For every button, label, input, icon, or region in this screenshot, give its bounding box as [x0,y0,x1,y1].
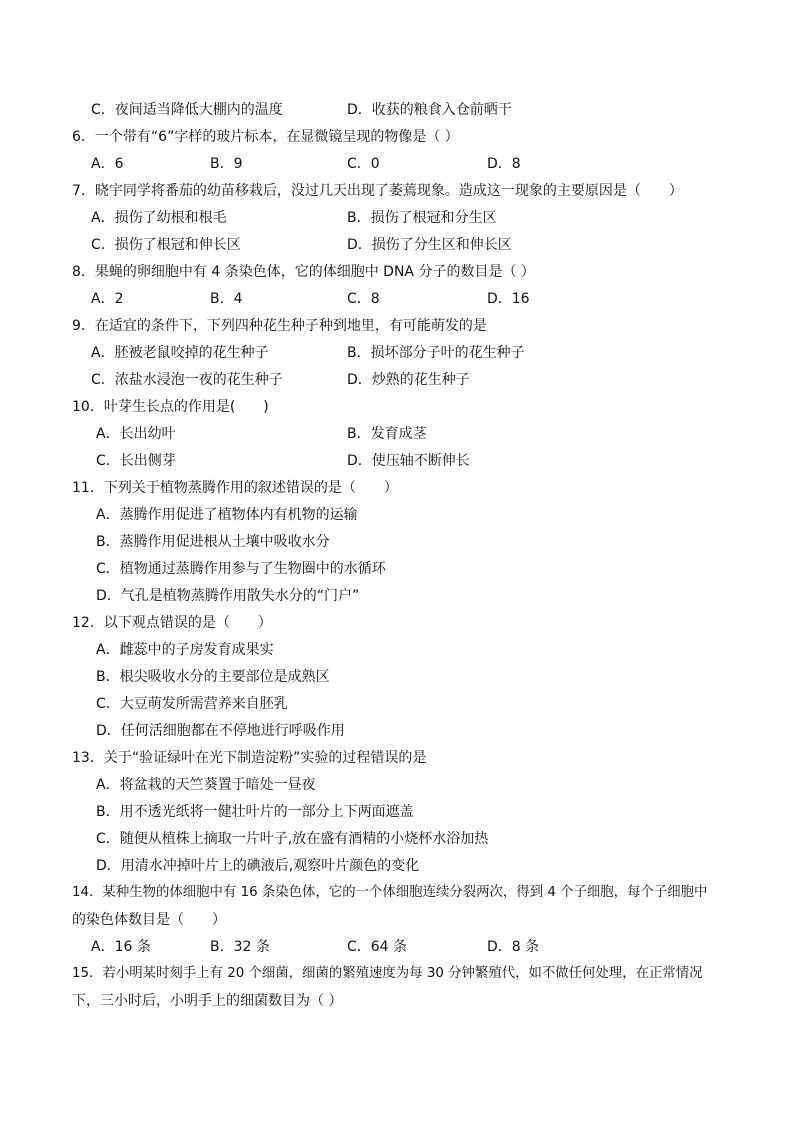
q13-option-a: A．将盆栽的天竺葵置于暗处一昼夜 [96,777,316,793]
q10-option-d: D．使压轴不断伸长 [347,453,470,469]
q15-stem-line-1: 15．若小明某时刻手上有 20 个细菌，细菌的繁殖速度为每 30 分钟繁殖代，如不做任何处理，在正常情况 [72,966,703,981]
q5-option-d: D．收获的粮食入仓前晒干 [347,102,512,118]
q14-stem-line-1: 14．某种生物的体细胞中有 16 条染色体，它的一个体细胞连续分裂两次，得到 4 个子细胞，每个子细胞中 [72,885,708,900]
q5-option-c: C．夜间适当降低大棚内的温度 [91,102,283,118]
q13-stem: 13．关于“验证绿叶在光下制造淀粉”实验的过程错误的是 [72,750,427,766]
q12-option-d: D．任何活细胞都在不停地进行呼吸作用 [96,723,345,739]
q7-option-a: A．损伤了幼根和根毛 [91,210,227,226]
q11-option-d: D．气孔是植物蒸腾作用散失水分的“门户” [96,588,360,604]
q12-option-b: B．根尖吸收水分的主要部位是成熟区 [96,669,330,685]
q14-option-d: D．8 条 [487,939,540,955]
q8-option-c: C．8 [347,291,380,307]
q10-option-a: A．长出幼叶 [96,426,176,442]
q10-option-b: B．发育成茎 [347,426,427,442]
q10-stem: 10．叶芽生长点的作用是( ) [72,399,269,415]
q7-option-d: D．损伤了分生区和伸长区 [347,237,512,253]
q7-option-c: C．损伤了根冠和伸长区 [91,237,241,253]
q9-stem: 9．在适宜的条件下，下列四种花生种子种到地里，有可能萌发的是 [72,318,487,334]
q11-option-c: C．植物通过蒸腾作用参与了生物圈中的水循环 [96,561,386,577]
q13-option-b: B．用不透光纸将一健壮叶片的一部分上下两面遮盖 [96,804,414,820]
q11-option-a: A．蒸腾作用促进了植物体内有机物的运输 [96,507,358,523]
q8-option-a: A．2 [91,291,124,307]
q13-option-d: D．用清水冲掉叶片上的碘液后,观察叶片颜色的变化 [96,858,420,874]
q6-option-d: D．8 [487,156,521,172]
q6-option-c: C．0 [347,156,380,172]
q10-option-c: C．长出侧芽 [96,453,176,469]
q9-option-a: A．胚被老鼠咬掉的花生种子 [91,345,269,361]
q7-option-b: B．损伤了根冠和分生区 [347,210,497,226]
q6-option-a: A．6 [91,156,124,172]
q13-option-c: C．随便从植株上摘取一片叶子,放在盛有酒精的小烧杯水浴加热 [96,831,489,847]
q11-option-b: B．蒸腾作用促进根从土壤中吸收水分 [96,534,330,550]
q9-option-d: D．炒熟的花生种子 [347,372,470,388]
q11-stem: 11．下列关于植物蒸腾作用的叙述错误的是（ ） [72,480,398,496]
q14-option-a: A．16 条 [91,939,151,955]
q8-option-b: B．4 [210,291,243,307]
q9-option-b: B．损坏部分子叶的花生种子 [347,345,525,361]
q14-stem-line-2: 的染色体数目是（ ） [72,912,226,928]
q14-option-b: B．32 条 [210,939,270,955]
q14-option-c: C．64 条 [347,939,408,955]
q12-stem: 12．以下观点错误的是（ ） [72,615,272,631]
q7-stem: 7．晓宇同学将番茄的幼苗移栽后，没过几天出现了萎蔫现象。造成这一现象的主要原因是（ ） [72,183,683,199]
q12-option-a: A．雌蕊中的子房发育成果实 [96,642,274,658]
q15-stem-line-2: 下，三小时后，小明手上的细菌数目为（ ） [72,993,343,1009]
q6-option-b: B．9 [210,156,243,172]
q8-option-d: D．16 [487,291,530,307]
q9-option-c: C．浓盐水浸泡一夜的花生种子 [91,372,283,388]
q12-option-c: C．大豆萌发所需营养来自胚乳 [96,696,288,712]
q8-stem: 8．果蝇的卵细胞中有 4 条染色体，它的体细胞中 DNA 分子的数目是（ ） [72,264,535,280]
q6-stem: 6．一个带有“6”字样的玻片标本，在显微镜呈现的物像是（ ） [72,129,459,145]
